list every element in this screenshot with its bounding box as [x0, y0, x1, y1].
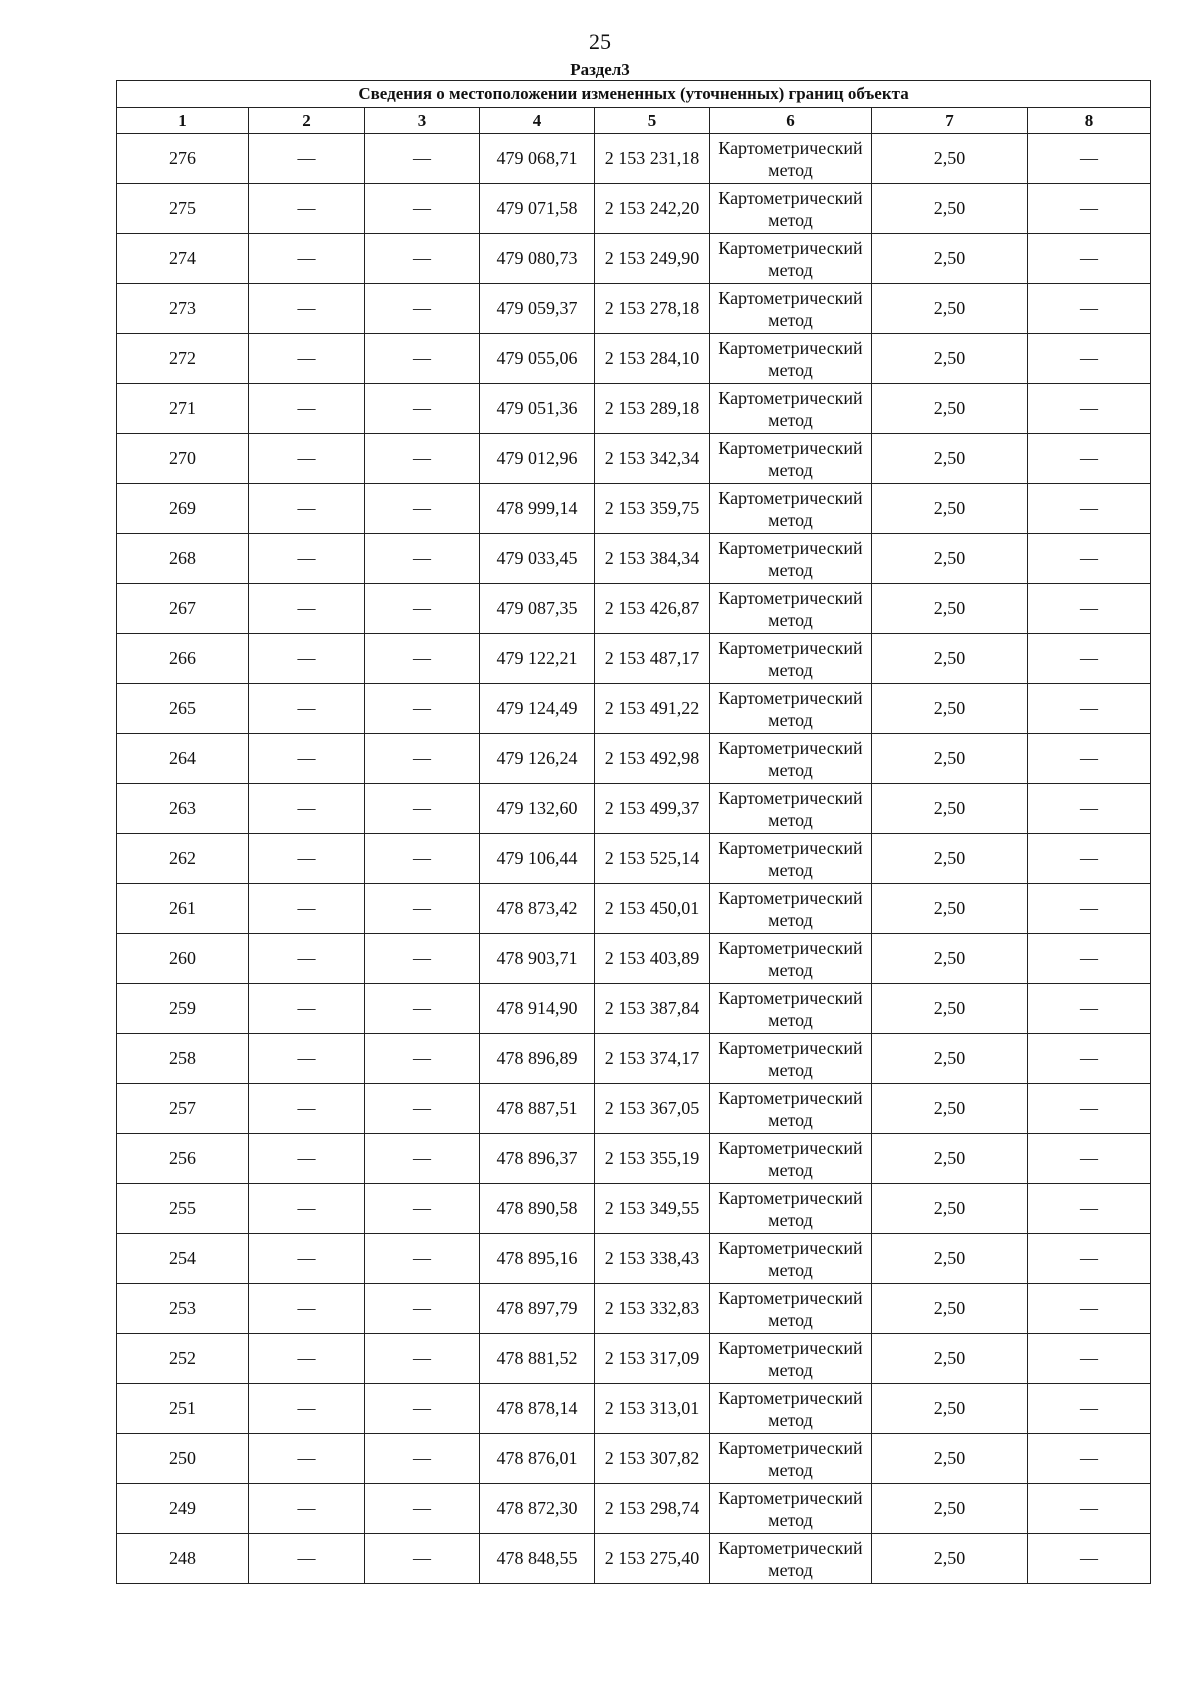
y-coordinate-cell: 2 153 499,37: [595, 784, 710, 834]
method-cell: Картометрический метод: [710, 684, 872, 734]
table-row: [117, 1484, 1151, 1534]
accuracy-cell: 2,50: [872, 284, 1028, 334]
point-number-cell: 274: [117, 234, 249, 284]
method-cell: Картометрический метод: [710, 1234, 872, 1284]
col2-cell: —: [249, 1084, 365, 1134]
col2-cell: —: [249, 1434, 365, 1484]
table-row: [117, 1084, 1151, 1134]
y-coordinate-cell: 2 153 367,05: [595, 1084, 710, 1134]
col3-cell: —: [365, 934, 480, 984]
col3-cell: —: [365, 1384, 480, 1434]
table-caption: Сведения о местоположении измененных (уточненных) границ объекта: [117, 81, 1151, 108]
col3-cell: —: [365, 1134, 480, 1184]
method-cell: Картометрический метод: [710, 134, 872, 184]
method-cell: Картометрический метод: [710, 284, 872, 334]
x-coordinate-cell: 478 896,89: [480, 1034, 595, 1084]
col8-cell: —: [1028, 1534, 1151, 1584]
col8-cell: —: [1028, 1234, 1151, 1284]
y-coordinate-cell: 2 153 317,09: [595, 1334, 710, 1384]
x-coordinate-cell: 478 903,71: [480, 934, 595, 984]
y-coordinate-cell: 2 153 403,89: [595, 934, 710, 984]
method-cell: Картометрический метод: [710, 1334, 872, 1384]
col2-cell: —: [249, 184, 365, 234]
x-coordinate-cell: 479 126,24: [480, 734, 595, 784]
accuracy-cell: 2,50: [872, 534, 1028, 584]
col8-cell: —: [1028, 134, 1151, 184]
table-row: [117, 1434, 1151, 1484]
table-row: [117, 1334, 1151, 1384]
col3-cell: —: [365, 1034, 480, 1084]
method-cell: Картометрический метод: [710, 1384, 872, 1434]
col8-cell: —: [1028, 334, 1151, 384]
col3-cell: —: [365, 484, 480, 534]
col3-cell: —: [365, 434, 480, 484]
x-coordinate-cell: 478 887,51: [480, 1084, 595, 1134]
table-row: [117, 534, 1151, 584]
x-coordinate-cell: 479 071,58: [480, 184, 595, 234]
col8-cell: —: [1028, 234, 1151, 284]
col2-cell: —: [249, 984, 365, 1034]
point-number-cell: 251: [117, 1384, 249, 1434]
x-coordinate-cell: 478 873,42: [480, 884, 595, 934]
accuracy-cell: 2,50: [872, 984, 1028, 1034]
table-row: [117, 284, 1151, 334]
x-coordinate-cell: 479 122,21: [480, 634, 595, 684]
table-row: [117, 1284, 1151, 1334]
col2-cell: —: [249, 234, 365, 284]
y-coordinate-cell: 2 153 450,01: [595, 884, 710, 934]
accuracy-cell: 2,50: [872, 634, 1028, 684]
col8-cell: —: [1028, 984, 1151, 1034]
table-row: [117, 584, 1151, 634]
table-caption-row: [117, 81, 1151, 108]
col3-cell: —: [365, 1534, 480, 1584]
method-cell: Картометрический метод: [710, 1534, 872, 1584]
col3-cell: —: [365, 734, 480, 784]
x-coordinate-cell: 479 080,73: [480, 234, 595, 284]
table-row: [117, 884, 1151, 934]
x-coordinate-cell: 479 106,44: [480, 834, 595, 884]
col2-cell: —: [249, 534, 365, 584]
col2-cell: —: [249, 884, 365, 934]
x-coordinate-cell: 479 033,45: [480, 534, 595, 584]
table-row: [117, 384, 1151, 434]
table-row: [117, 1384, 1151, 1434]
col3-cell: —: [365, 1234, 480, 1284]
accuracy-cell: 2,50: [872, 184, 1028, 234]
col3-cell: —: [365, 834, 480, 884]
accuracy-cell: 2,50: [872, 834, 1028, 884]
col3-cell: —: [365, 384, 480, 434]
y-coordinate-cell: 2 153 313,01: [595, 1384, 710, 1434]
table-row: [117, 134, 1151, 184]
column-header: 2: [249, 108, 365, 134]
y-coordinate-cell: 2 153 231,18: [595, 134, 710, 184]
accuracy-cell: 2,50: [872, 584, 1028, 634]
col3-cell: —: [365, 884, 480, 934]
col2-cell: —: [249, 1534, 365, 1584]
x-coordinate-cell: 479 051,36: [480, 384, 595, 434]
table-body: [117, 134, 1151, 1584]
accuracy-cell: 2,50: [872, 1184, 1028, 1234]
column-header: 7: [872, 108, 1028, 134]
col8-cell: —: [1028, 484, 1151, 534]
method-cell: Картометрический метод: [710, 834, 872, 884]
col8-cell: —: [1028, 1134, 1151, 1184]
col3-cell: —: [365, 184, 480, 234]
col3-cell: —: [365, 1484, 480, 1534]
table-header-row: [117, 108, 1151, 134]
accuracy-cell: 2,50: [872, 1484, 1028, 1534]
col8-cell: —: [1028, 934, 1151, 984]
table-row: [117, 434, 1151, 484]
y-coordinate-cell: 2 153 278,18: [595, 284, 710, 334]
point-number-cell: 275: [117, 184, 249, 234]
col3-cell: —: [365, 634, 480, 684]
accuracy-cell: 2,50: [872, 1034, 1028, 1084]
accuracy-cell: 2,50: [872, 134, 1028, 184]
col2-cell: —: [249, 1234, 365, 1284]
y-coordinate-cell: 2 153 355,19: [595, 1134, 710, 1184]
point-number-cell: 262: [117, 834, 249, 884]
col8-cell: —: [1028, 584, 1151, 634]
method-cell: Картометрический метод: [710, 1084, 872, 1134]
x-coordinate-cell: 478 876,01: [480, 1434, 595, 1484]
col3-cell: —: [365, 1084, 480, 1134]
col3-cell: —: [365, 134, 480, 184]
table-row: [117, 334, 1151, 384]
col2-cell: —: [249, 134, 365, 184]
col3-cell: —: [365, 1184, 480, 1234]
col3-cell: —: [365, 334, 480, 384]
x-coordinate-cell: 478 872,30: [480, 1484, 595, 1534]
x-coordinate-cell: 478 890,58: [480, 1184, 595, 1234]
method-cell: Картометрический метод: [710, 584, 872, 634]
col2-cell: —: [249, 634, 365, 684]
method-cell: Картометрический метод: [710, 1484, 872, 1534]
method-cell: Картометрический метод: [710, 234, 872, 284]
accuracy-cell: 2,50: [872, 384, 1028, 434]
y-coordinate-cell: 2 153 342,34: [595, 434, 710, 484]
col2-cell: —: [249, 334, 365, 384]
y-coordinate-cell: 2 153 525,14: [595, 834, 710, 884]
y-coordinate-cell: 2 153 249,90: [595, 234, 710, 284]
y-coordinate-cell: 2 153 332,83: [595, 1284, 710, 1334]
column-header: 8: [1028, 108, 1151, 134]
accuracy-cell: 2,50: [872, 434, 1028, 484]
table-row: [117, 484, 1151, 534]
col8-cell: —: [1028, 684, 1151, 734]
col8-cell: —: [1028, 1434, 1151, 1484]
col2-cell: —: [249, 384, 365, 434]
table-row: [117, 184, 1151, 234]
method-cell: Картометрический метод: [710, 634, 872, 684]
accuracy-cell: 2,50: [872, 484, 1028, 534]
col3-cell: —: [365, 1434, 480, 1484]
col2-cell: —: [249, 484, 365, 534]
accuracy-cell: 2,50: [872, 884, 1028, 934]
method-cell: Картометрический метод: [710, 1184, 872, 1234]
accuracy-cell: 2,50: [872, 934, 1028, 984]
point-number-cell: 263: [117, 784, 249, 834]
x-coordinate-cell: 478 914,90: [480, 984, 595, 1034]
col2-cell: —: [249, 584, 365, 634]
method-cell: Картометрический метод: [710, 534, 872, 584]
table-row: [117, 1134, 1151, 1184]
col2-cell: —: [249, 1034, 365, 1084]
col2-cell: —: [249, 834, 365, 884]
table-row: [117, 684, 1151, 734]
table-row: [117, 1234, 1151, 1284]
point-number-cell: 264: [117, 734, 249, 784]
method-cell: Картометрический метод: [710, 384, 872, 434]
page-number: 25: [589, 29, 611, 54]
boundary-coordinates-table: [116, 80, 1151, 1584]
y-coordinate-cell: 2 153 374,17: [595, 1034, 710, 1084]
point-number-cell: 266: [117, 634, 249, 684]
y-coordinate-cell: 2 153 384,34: [595, 534, 710, 584]
y-coordinate-cell: 2 153 492,98: [595, 734, 710, 784]
x-coordinate-cell: 479 059,37: [480, 284, 595, 334]
x-coordinate-cell: 479 132,60: [480, 784, 595, 834]
point-number-cell: 268: [117, 534, 249, 584]
y-coordinate-cell: 2 153 387,84: [595, 984, 710, 1034]
table-row: [117, 834, 1151, 884]
method-cell: Картометрический метод: [710, 1134, 872, 1184]
section-label: Раздел3: [570, 60, 630, 79]
col8-cell: —: [1028, 434, 1151, 484]
col2-cell: —: [249, 784, 365, 834]
method-cell: Картометрический метод: [710, 434, 872, 484]
point-number-cell: 271: [117, 384, 249, 434]
table-row: [117, 1034, 1151, 1084]
method-cell: Картометрический метод: [710, 734, 872, 784]
column-header: 4: [480, 108, 595, 134]
col8-cell: —: [1028, 784, 1151, 834]
col8-cell: —: [1028, 534, 1151, 584]
col3-cell: —: [365, 684, 480, 734]
point-number-cell: 269: [117, 484, 249, 534]
col8-cell: —: [1028, 1484, 1151, 1534]
col2-cell: —: [249, 434, 365, 484]
col3-cell: —: [365, 984, 480, 1034]
accuracy-cell: 2,50: [872, 1534, 1028, 1584]
col2-cell: —: [249, 934, 365, 984]
table-row: [117, 1534, 1151, 1584]
method-cell: Картометрический метод: [710, 184, 872, 234]
method-cell: Картометрический метод: [710, 1434, 872, 1484]
accuracy-cell: 2,50: [872, 1084, 1028, 1134]
column-header: 3: [365, 108, 480, 134]
point-number-cell: 267: [117, 584, 249, 634]
x-coordinate-cell: 479 124,49: [480, 684, 595, 734]
accuracy-cell: 2,50: [872, 334, 1028, 384]
y-coordinate-cell: 2 153 338,43: [595, 1234, 710, 1284]
x-coordinate-cell: 478 896,37: [480, 1134, 595, 1184]
x-coordinate-cell: 478 878,14: [480, 1384, 595, 1434]
col8-cell: —: [1028, 834, 1151, 884]
col3-cell: —: [365, 534, 480, 584]
y-coordinate-cell: 2 153 426,87: [595, 584, 710, 634]
x-coordinate-cell: 478 999,14: [480, 484, 595, 534]
col8-cell: —: [1028, 1034, 1151, 1084]
col8-cell: —: [1028, 734, 1151, 784]
col2-cell: —: [249, 734, 365, 784]
col3-cell: —: [365, 584, 480, 634]
col2-cell: —: [249, 1334, 365, 1384]
method-cell: Картометрический метод: [710, 334, 872, 384]
point-number-cell: 249: [117, 1484, 249, 1534]
point-number-cell: 261: [117, 884, 249, 934]
col3-cell: —: [365, 234, 480, 284]
accuracy-cell: 2,50: [872, 1384, 1028, 1434]
method-cell: Картометрический метод: [710, 884, 872, 934]
x-coordinate-cell: 479 087,35: [480, 584, 595, 634]
x-coordinate-cell: 479 068,71: [480, 134, 595, 184]
col8-cell: —: [1028, 1384, 1151, 1434]
y-coordinate-cell: 2 153 487,17: [595, 634, 710, 684]
point-number-cell: 260: [117, 934, 249, 984]
accuracy-cell: 2,50: [872, 684, 1028, 734]
col2-cell: —: [249, 684, 365, 734]
y-coordinate-cell: 2 153 491,22: [595, 684, 710, 734]
point-number-cell: 257: [117, 1084, 249, 1134]
col8-cell: —: [1028, 1184, 1151, 1234]
point-number-cell: 253: [117, 1284, 249, 1334]
y-coordinate-cell: 2 153 349,55: [595, 1184, 710, 1234]
table-row: [117, 634, 1151, 684]
method-cell: Картометрический метод: [710, 1284, 872, 1334]
y-coordinate-cell: 2 153 359,75: [595, 484, 710, 534]
col8-cell: —: [1028, 1334, 1151, 1384]
accuracy-cell: 2,50: [872, 234, 1028, 284]
x-coordinate-cell: 479 012,96: [480, 434, 595, 484]
method-cell: Картометрический метод: [710, 484, 872, 534]
accuracy-cell: 2,50: [872, 1134, 1028, 1184]
table-row: [117, 934, 1151, 984]
accuracy-cell: 2,50: [872, 1284, 1028, 1334]
x-coordinate-cell: 478 881,52: [480, 1334, 595, 1384]
col8-cell: —: [1028, 634, 1151, 684]
col3-cell: —: [365, 1284, 480, 1334]
point-number-cell: 265: [117, 684, 249, 734]
x-coordinate-cell: 479 055,06: [480, 334, 595, 384]
col8-cell: —: [1028, 384, 1151, 434]
y-coordinate-cell: 2 153 284,10: [595, 334, 710, 384]
point-number-cell: 273: [117, 284, 249, 334]
col8-cell: —: [1028, 884, 1151, 934]
col2-cell: —: [249, 1184, 365, 1234]
x-coordinate-cell: 478 897,79: [480, 1284, 595, 1334]
y-coordinate-cell: 2 153 275,40: [595, 1534, 710, 1584]
point-number-cell: 270: [117, 434, 249, 484]
col8-cell: —: [1028, 184, 1151, 234]
point-number-cell: 248: [117, 1534, 249, 1584]
col2-cell: —: [249, 1484, 365, 1534]
table-row: [117, 734, 1151, 784]
column-header: 1: [117, 108, 249, 134]
y-coordinate-cell: 2 153 289,18: [595, 384, 710, 434]
y-coordinate-cell: 2 153 298,74: [595, 1484, 710, 1534]
method-cell: Картометрический метод: [710, 984, 872, 1034]
col3-cell: —: [365, 284, 480, 334]
col2-cell: —: [249, 1284, 365, 1334]
accuracy-cell: 2,50: [872, 1234, 1028, 1284]
table-row: [117, 984, 1151, 1034]
col2-cell: —: [249, 1384, 365, 1434]
col8-cell: —: [1028, 1084, 1151, 1134]
method-cell: Картометрический метод: [710, 1034, 872, 1084]
column-header: 5: [595, 108, 710, 134]
column-header: 6: [710, 108, 872, 134]
accuracy-cell: 2,50: [872, 1434, 1028, 1484]
method-cell: Картометрический метод: [710, 784, 872, 834]
table-row: [117, 784, 1151, 834]
col3-cell: —: [365, 1334, 480, 1384]
col3-cell: —: [365, 784, 480, 834]
col8-cell: —: [1028, 1284, 1151, 1334]
x-coordinate-cell: 478 895,16: [480, 1234, 595, 1284]
col2-cell: —: [249, 1134, 365, 1184]
table-row: [117, 1184, 1151, 1234]
y-coordinate-cell: 2 153 242,20: [595, 184, 710, 234]
accuracy-cell: 2,50: [872, 1334, 1028, 1384]
point-number-cell: 276: [117, 134, 249, 184]
col8-cell: —: [1028, 284, 1151, 334]
point-number-cell: 255: [117, 1184, 249, 1234]
x-coordinate-cell: 478 848,55: [480, 1534, 595, 1584]
point-number-cell: 254: [117, 1234, 249, 1284]
y-coordinate-cell: 2 153 307,82: [595, 1434, 710, 1484]
point-number-cell: 250: [117, 1434, 249, 1484]
point-number-cell: 256: [117, 1134, 249, 1184]
accuracy-cell: 2,50: [872, 784, 1028, 834]
point-number-cell: 259: [117, 984, 249, 1034]
point-number-cell: 252: [117, 1334, 249, 1384]
table-row: [117, 234, 1151, 284]
method-cell: Картометрический метод: [710, 934, 872, 984]
point-number-cell: 258: [117, 1034, 249, 1084]
accuracy-cell: 2,50: [872, 734, 1028, 784]
point-number-cell: 272: [117, 334, 249, 384]
col2-cell: —: [249, 284, 365, 334]
